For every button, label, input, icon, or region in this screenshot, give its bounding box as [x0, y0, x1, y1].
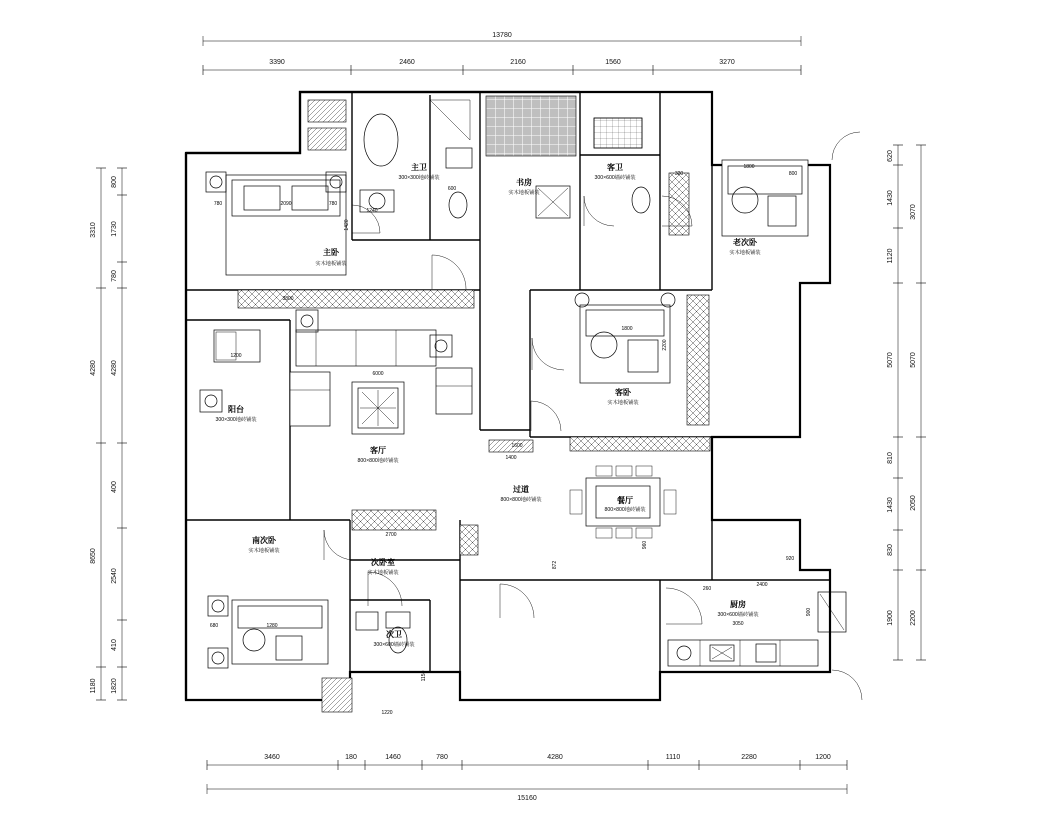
dimension-left-outer	[90, 168, 106, 700]
dimension-right-inner	[887, 145, 903, 660]
dim-left-inner-2: 780	[111, 270, 118, 282]
room-label-guest-bedroom: 客卧	[615, 388, 631, 397]
room-sub-living-room: 800×800地砖铺装	[357, 458, 399, 464]
dim-child-bed-w2: 2700	[385, 532, 397, 538]
dim-kitchen-h: 900	[806, 607, 812, 617]
dim-master-bath-h: 1420	[344, 219, 350, 231]
dim-second-bed-s: 320	[674, 171, 684, 177]
dim-top-overall: 13780	[492, 32, 512, 39]
dim-left-inner-7: 1820	[111, 678, 118, 694]
dim-bot-seg-5: 1110	[665, 754, 681, 761]
room-sub-guest-bath: 300×600墙砖铺装	[594, 175, 636, 181]
room-sub-dining-room: 800×800地砖铺装	[604, 507, 646, 513]
dim-wall-c: 260	[702, 586, 712, 592]
dim-bot-seg-7: 1200	[815, 754, 831, 761]
dim-entry-w: 960	[642, 540, 648, 550]
dim-top-seg-3: 1560	[605, 59, 621, 66]
dim-top-seg-4: 3270	[719, 59, 735, 66]
room-sub-south-balcony: 实木地板铺装	[248, 548, 280, 554]
dim-master-bed-right: 780	[328, 201, 338, 207]
room-label-balcony: 阳台	[228, 405, 244, 414]
dim-top-seg-0: 3390	[269, 59, 285, 66]
room-sub-corridor: 800×800地砖铺装	[500, 497, 542, 503]
room-label-study: 书房	[516, 178, 532, 187]
dim-dining-w: 1600	[511, 443, 523, 449]
dim-child-bed-side: 680	[209, 623, 219, 629]
dim-second-bed-h: 2200	[662, 339, 668, 351]
dim-bot-seg-4: 4280	[547, 754, 563, 761]
dim-right-inner-3: 5070	[887, 352, 894, 368]
room-sub-guest-bedroom: 实木地板铺装	[607, 400, 639, 406]
room-sub-kitchen: 300×600墙砖铺装	[717, 612, 759, 618]
dim-wall-a: 920	[785, 556, 795, 562]
room-label-master-bedroom: 主卧	[323, 248, 339, 257]
dim-cabinet-w: 3800	[282, 296, 294, 302]
room-label-master-bath: 主卫	[411, 163, 427, 172]
dim-bot-seg-2: 1460	[385, 754, 401, 761]
dimension-bottom	[207, 754, 847, 802]
dim-right-inner-5: 1430	[887, 497, 894, 513]
dim-right-outer-3: 2200	[910, 610, 917, 626]
dim-guest-bed-w: 1800	[743, 164, 755, 170]
dim-child-bed-w: 1280	[266, 623, 278, 629]
dim-right-outer-1: 5070	[910, 352, 917, 368]
room-sub-study: 实木地板铺装	[508, 190, 540, 196]
dimension-right-outer	[910, 145, 926, 660]
dim-guest-bed-h: 800	[788, 171, 798, 177]
dim-left-outer-1: 4280	[90, 360, 97, 376]
room-label-child-bedroom: 次卧室	[371, 558, 395, 567]
dim-right-outer-0: 3070	[910, 204, 917, 220]
dim-master-bed-center: 2090	[280, 201, 292, 207]
dim-balcony-w: 1200	[230, 353, 242, 359]
dim-right-inner-0: 620	[887, 150, 894, 162]
dim-left-inner-6: 410	[111, 639, 118, 651]
dim-bot-seg-1: 180	[345, 754, 357, 761]
room-label-living-room: 客厅	[370, 446, 386, 455]
room-label-south-balcony: 南次卧	[252, 536, 276, 545]
dim-kitchen-d: 3050	[732, 621, 744, 627]
dim-left-inner-5: 2540	[111, 568, 118, 584]
dim-master-bed-left: 780	[213, 201, 223, 207]
dim-master-bath-w: 1240	[366, 208, 378, 214]
room-label-corridor: 过道	[513, 485, 529, 494]
dim-bot-seg-0: 3460	[264, 754, 280, 761]
dim-right-inner-4: 810	[887, 452, 894, 464]
room-sub-child-bedroom: 实木地板铺装	[367, 570, 399, 576]
dim-corridor-seg: 1400	[505, 455, 517, 461]
dim-second-bath-h: 1150	[421, 670, 427, 682]
dim-right-outer-2: 2050	[910, 495, 917, 511]
dim-right-inner-7: 1900	[887, 610, 894, 626]
dim-bottom-overall: 15160	[517, 795, 537, 802]
dim-living-center: 6000	[372, 371, 384, 377]
room-sub-second-bedroom: 实木地板铺装	[729, 250, 761, 256]
dim-left-outer-0: 3310	[90, 222, 97, 238]
dim-left-inner-0: 800	[111, 176, 118, 188]
dim-top-seg-1: 2460	[399, 59, 415, 66]
room-label-second-bath: 次卫	[386, 630, 402, 639]
dim-second-bath-w: 1220	[381, 710, 393, 716]
dimension-top	[203, 32, 801, 75]
dim-bot-seg-6: 2280	[741, 754, 757, 761]
dim-left-inner-1: 1730	[111, 221, 118, 237]
room-sub-second-bath: 300×600墙砖铺装	[373, 642, 415, 648]
dim-second-bed-w: 1800	[621, 326, 633, 332]
dim-master-bath-d: 600	[447, 186, 457, 192]
room-label-kitchen: 厨房	[730, 600, 746, 609]
room-sub-master-bath: 300×300地砖铺装	[398, 175, 440, 181]
room-label-guest-bath: 客卫	[607, 163, 623, 172]
room-label-dining-room: 餐厅	[617, 496, 633, 505]
dim-kitchen-w: 2400	[756, 582, 768, 588]
dim-right-inner-2: 1120	[887, 248, 894, 264]
dim-left-outer-2: 8650	[90, 548, 97, 564]
room-sub-balcony: 300×300地砖铺装	[215, 417, 257, 423]
dim-right-inner-1: 1430	[887, 190, 894, 206]
dim-top-seg-2: 2160	[510, 59, 526, 66]
room-sub-master-bedroom: 实木地板铺装	[315, 261, 347, 267]
dimension-left-inner	[111, 168, 127, 700]
dim-left-inner-4: 400	[111, 481, 118, 493]
room-label-second-bedroom: 老次卧	[733, 238, 757, 247]
dim-wall-b: 872	[552, 560, 558, 570]
dim-left-outer-3: 1180	[90, 678, 97, 694]
dim-bot-seg-3: 780	[436, 754, 448, 761]
dim-right-inner-6: 830	[887, 544, 894, 556]
dim-left-inner-3: 4280	[111, 360, 118, 376]
